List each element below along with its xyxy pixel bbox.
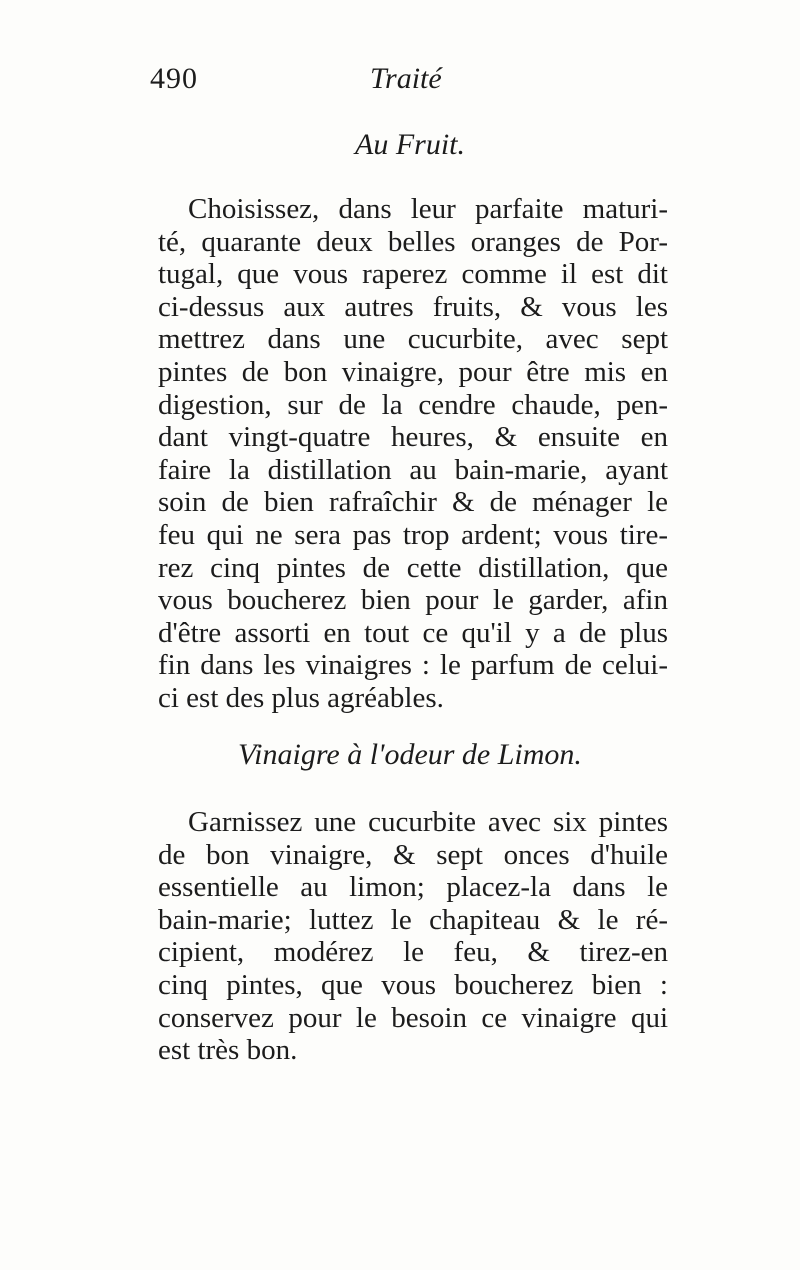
- text-line: d'être assorti en tout ce qu'il y a de plus: [158, 616, 668, 649]
- page-number: 490: [150, 62, 198, 95]
- text-line: Choisissez, dans leur parfaite maturi-: [188, 193, 668, 225]
- text-line: Garnissez une cucurbite avec six pintes: [188, 806, 668, 838]
- text-line: dant vingt-quatre heures, & ensuite en: [158, 421, 668, 454]
- text-line: vous boucherez bien pour le garder, afin: [158, 584, 668, 617]
- text-line: feu qui ne sera pas trop ardent; vous tire-: [158, 518, 668, 551]
- section-heading-vinaigre-limon: Vinaigre à l'odeur de Limon.: [238, 738, 582, 771]
- text-line: essentielle au limon; placez-la dans le: [158, 871, 668, 904]
- text-line: conservez pour le besoin ce vinaigre qui: [158, 1001, 668, 1034]
- text-line: pintes de bon vinaigre, pour être mis en: [158, 355, 668, 388]
- text-line: est très bon.: [158, 1034, 298, 1067]
- text-line: faire la distillation au bain-marie, ayant: [158, 453, 668, 486]
- section-heading-au-fruit: Au Fruit.: [355, 128, 465, 161]
- text-line: ci-dessus aux autres fruits, & vous les: [158, 290, 668, 323]
- text-line: ci est des plus agréables.: [158, 681, 444, 714]
- text-line: cipient, modérez le feu, & tirez-en: [158, 936, 668, 969]
- text-line: soin de bien rafraîchir & de ménager le: [158, 486, 668, 519]
- text-line: mettrez dans une cucurbite, avec sept: [158, 323, 668, 356]
- text-line: rez cinq pintes de cette distillation, que: [158, 551, 668, 584]
- paragraph-au-fruit: [158, 193, 668, 715]
- running-head: [150, 62, 670, 102]
- text-line: de bon vinaigre, & sept onces d'huile: [158, 838, 668, 871]
- text-line: té, quarante deux belles oranges de Por-: [158, 225, 668, 258]
- text-line: fin dans les vinaigres : le parfum de celui-: [158, 649, 668, 682]
- running-title: Traité: [370, 62, 442, 95]
- text-line: bain-marie; luttez le chapiteau & le ré-: [158, 903, 668, 936]
- paragraph-vinaigre-limon: [158, 806, 668, 1067]
- text-line: cinq pintes, que vous boucherez bien :: [158, 968, 668, 1001]
- text-line: digestion, sur de la cendre chaude, pen-: [158, 388, 668, 421]
- text-line: tugal, que vous raperez comme il est dit: [158, 258, 668, 291]
